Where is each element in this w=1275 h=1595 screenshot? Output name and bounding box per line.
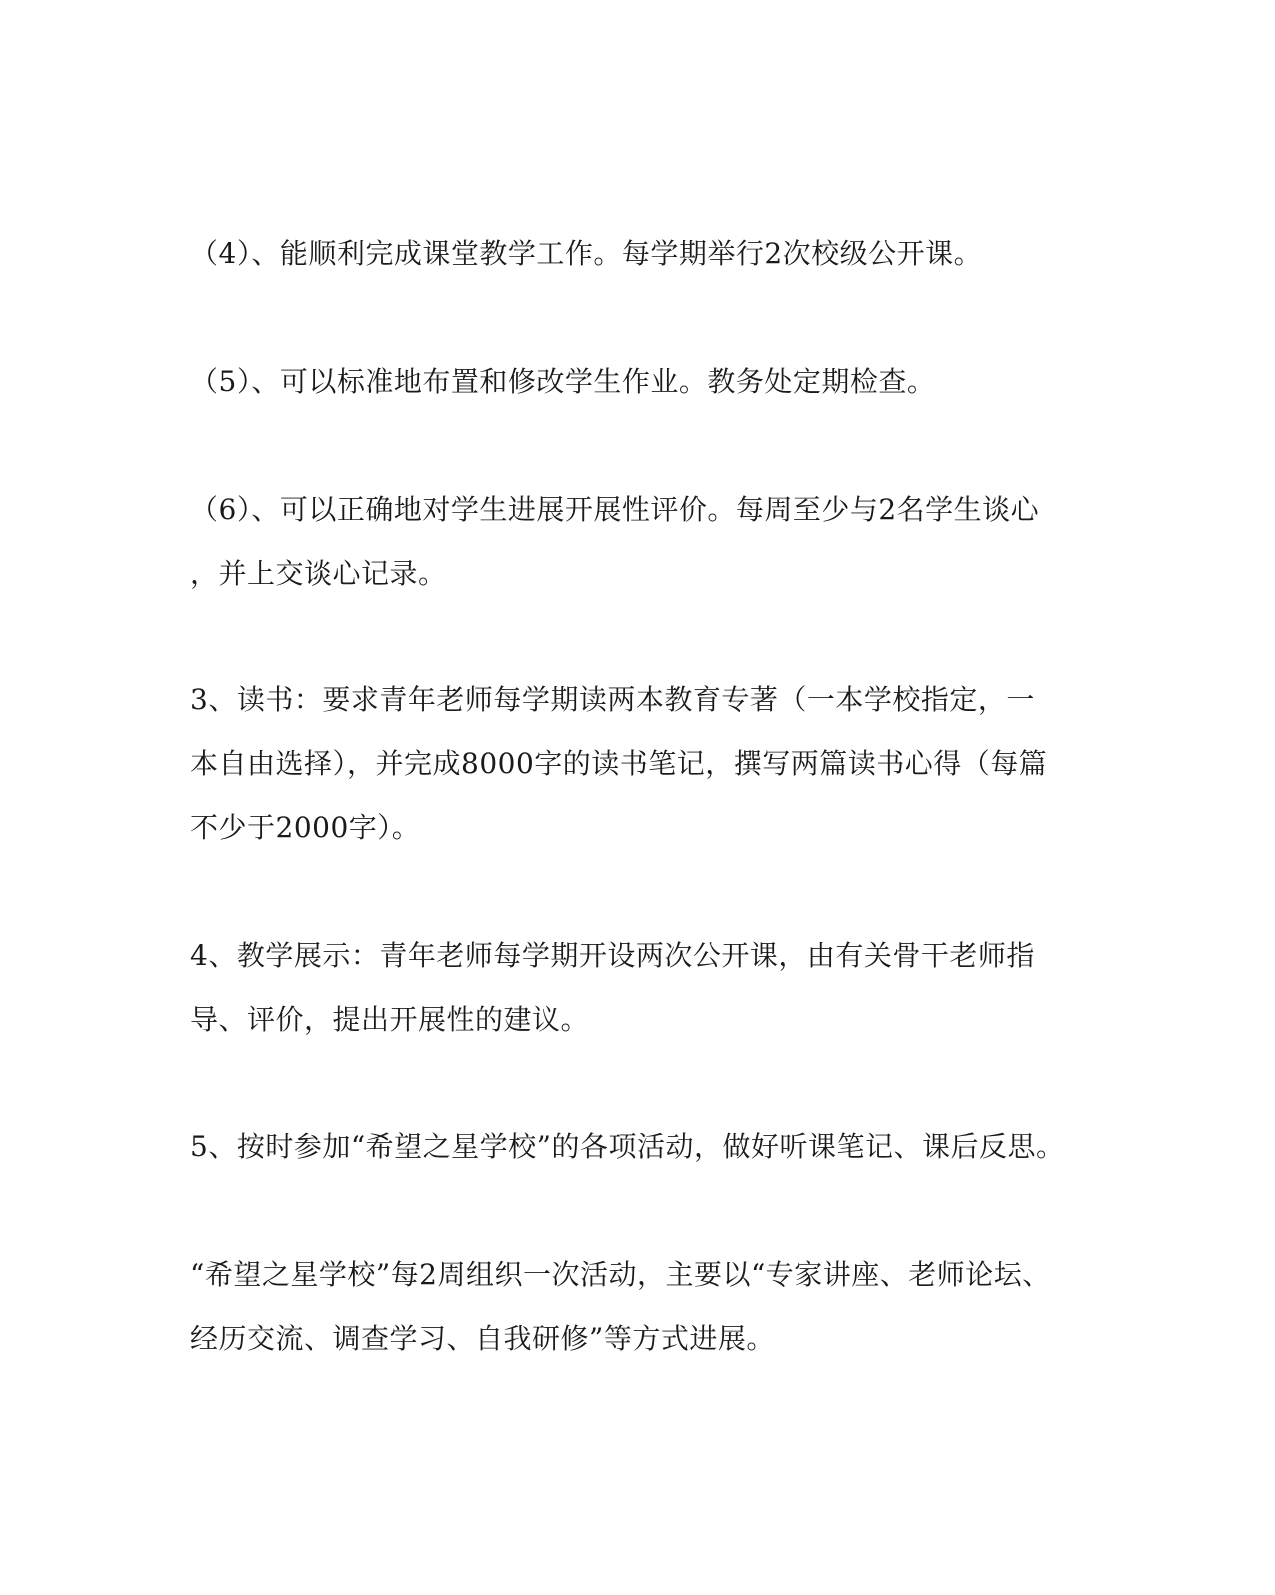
text-line: 4、教学展示：青年老师每学期开设两次公开课，由有关骨干老师指 [190,939,1035,972]
paragraph-reading [190,668,1060,860]
text-line: 3、读书：要求青年老师每学期读两本教育专著（一本学校指定，一 [190,683,1035,716]
paragraph-school-schedule [190,1243,1060,1371]
paragraph-activities [190,1115,1065,1179]
paragraph-item-6 [190,478,1060,606]
paragraph-item-4 [190,222,1060,286]
text-line: “希望之星学校”每2周组织一次活动，主要以“专家讲座、老师论坛、 [190,1258,1051,1291]
paragraph-teaching-demo [190,924,1060,1052]
paragraph-item-5 [190,350,1060,414]
text-line: 不少于2000字）。 [190,811,421,844]
text-line: （6）、可以正确地对学生进展开展性评价。每周至少与2名学生谈心 [190,493,1040,526]
text-line: （5）、可以标准地布置和修改学生作业。教务处定期检查。 [190,365,936,398]
text-line: （4）、能顺利完成课堂教学工作。每学期举行2次校级公开课。 [190,237,983,270]
text-line: 经历交流、调查学习、自我研修”等方式进展。 [190,1322,775,1355]
text-line: 本自由选择），并完成8000字的读书笔记，撰写两篇读书心得（每篇 [190,747,1048,780]
text-line: ，并上交谈心记录。 [190,557,447,590]
text-line: 5、按时参加“希望之星学校”的各项活动，做好听课笔记、课后反思。 [190,1130,1065,1163]
text-line: 导、评价，提出开展性的建议。 [190,1003,590,1036]
